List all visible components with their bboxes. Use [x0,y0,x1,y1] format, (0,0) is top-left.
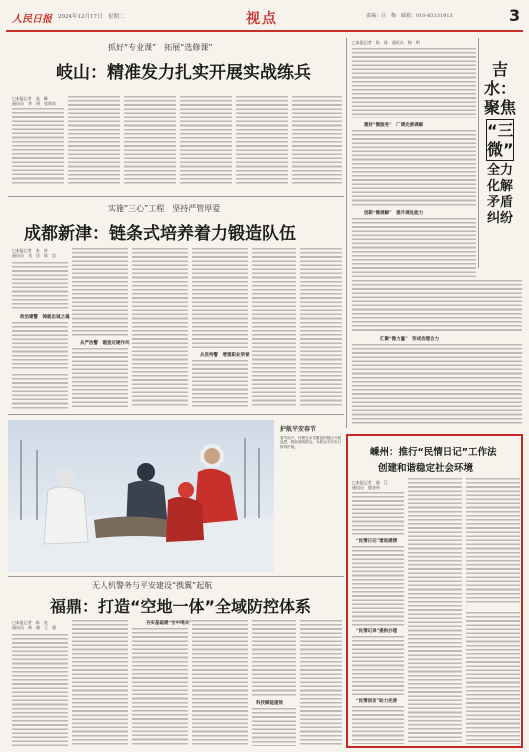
article1-text-col3 [124,96,176,184]
right-article-byline: □本报记者 陈 琦 通讯员 杨 明 [352,40,420,45]
article3-byline: □本报记者 陈 亮 通讯员 林 晓 王 强 [12,620,56,630]
vhead-part-4: 全力化解矛盾纠纷 [486,163,513,226]
article2-subhead-2: 从严治警 锻造过硬作风 [80,341,130,346]
vhead-part-2: 聚焦 [483,98,516,117]
vhead-part-1: 吉水： [483,60,516,98]
article2-text-col4 [192,248,248,348]
article1-text-col4 [180,96,232,184]
featured-text-col2 [408,478,462,744]
featured-text-col3b [466,612,520,744]
article-divider [8,576,344,577]
article1-headline: 岐山：精准发力扎实开展实战练兵 [56,63,311,83]
right-article-text-3 [352,218,476,278]
page-number: 3 [509,6,521,25]
article2-text-col2 [72,248,128,336]
article3-text-col4 [192,620,248,746]
right-article-subhead-2: 创新“微调解” 提升调处能力 [364,211,424,216]
right-article-text-1 [352,48,476,118]
featured-text-4 [352,706,404,744]
article1-text-col2 [68,96,120,184]
featured-headline-line2: 创建和谐稳定社会环境 [378,463,474,474]
article3-text-col1 [12,634,68,746]
masthead [6,4,523,32]
article1-byline: □本报记者 高 峰 通讯员 李 明 张海东 [12,96,56,106]
article2-text-col4b [192,360,248,408]
article2-byline: □本报记者 张 涛 通讯员 刘 洋 陈 浩 [12,248,56,258]
article2-subhead-1: 政治建警 铸就忠诚之魂 [20,315,70,320]
article3-kicker: 无人机警务与平安建设“携翼”起航 [92,581,213,590]
column-divider [346,38,347,428]
article2-text-col2b [72,348,128,408]
featured-subhead-1: “民情日记”增进感情 [356,539,398,544]
issue-date: 2024年12月17日 星期二 [58,14,125,20]
news-photo [8,420,274,572]
article2-text-col6 [300,248,342,408]
right-article-text-2 [352,130,476,206]
featured-headline-line1: 嵊州：推行“民情日记”工作法 [370,447,497,458]
article1-text-col1 [12,108,64,184]
column-divider [478,38,479,268]
article2-text-col1b [12,322,68,370]
newspaper-logo: 人民日报 [12,14,52,25]
article3-text-col2 [72,620,128,746]
photo-caption-title: 护航平安春节 [280,426,317,433]
featured-text-3 [352,636,404,696]
article2-headline: 成都新津：链条式培养着力锻造队伍 [24,224,296,244]
featured-text-col3a [466,478,520,604]
article2-text-col5 [252,248,296,408]
featured-text-2 [352,546,404,626]
featured-subhead-2: “民情记录”提供办理 [356,629,398,634]
article3-text-col3 [132,628,188,746]
article2-kicker: 实施“三心”工程 坚持严管厚爱 [108,204,221,213]
article2-text-col1a [12,262,68,310]
right-article-text-4 [352,280,522,332]
right-article-subhead-3: 汇聚“微力量” 形成治理合力 [380,337,440,342]
photo-caption: 春节前夕，民警在冰雪覆盖的辖区开展巡逻，救助被困群众，为群众平安出行保驾护航。 [280,436,342,449]
right-article-text-5 [352,344,522,426]
vhead-boxed: “三微” [487,121,514,159]
article3-subhead-1: 夯实基础建“空中哨兵” [146,621,192,626]
right-article-subhead-1: 建好“微服务” 厂调完善调解 [364,123,424,128]
right-vertical-headline [482,60,518,227]
article3-text-col6 [300,620,342,746]
article2-subhead-3: 从优待警 增强职业荣誉 [200,353,250,358]
article-divider [8,414,344,415]
editor-info: 责编：吕 梅 邮箱：010-83131913 [366,13,453,19]
article1-text-col5 [236,96,288,184]
featured-text-1 [352,492,404,536]
article2-text-col3 [132,248,188,408]
rescue-scene-illustration [8,420,274,572]
article1-text-col6 [292,96,342,184]
article3-text-col5b [252,708,296,746]
article3-subhead-2: 科技赋能提效 [256,701,283,706]
featured-byline: □本报记者 俞 江 通讯员 楼金伟 [352,480,388,490]
article2-text-col1c [12,374,68,410]
featured-subhead-3-left: “民情回访”助力完善 [356,699,398,704]
article3-headline: 福鼎：打造“空地一体”全域防控体系 [50,597,312,616]
section-title: 视点 [246,11,278,27]
article1-kicker: 抓好“专业课” 拓展“选修课” [108,43,213,52]
article3-text-col5 [252,620,296,696]
article-divider [8,196,344,197]
